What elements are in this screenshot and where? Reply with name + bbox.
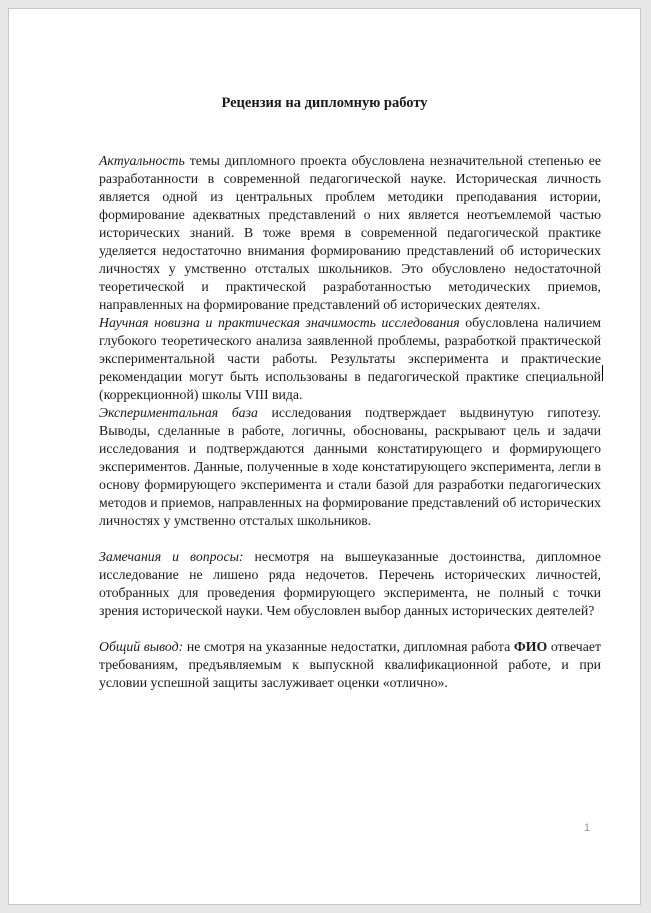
text-cursor bbox=[602, 365, 603, 381]
document-page bbox=[8, 8, 641, 905]
paragraph-experimental-base bbox=[99, 404, 601, 530]
page-number: 1 bbox=[584, 822, 591, 834]
paragraph-conclusion-text-before: не смотря на указанные недостатки, дипломная работа bbox=[183, 639, 514, 654]
document-title: Рецензия на дипломную работу bbox=[221, 95, 428, 111]
paragraph-experimental-base-text: исследования подтверждает выдвинутую гипотезу. Выводы, сделанные в работе, логичны, обоснованы, раскрывают цель и задачи исследования и подтверждаются данными констатирующего и формирующего экспериментов. Данные, полученные в ходе констатирующего эксперимента, легли в основу формирующего эксперимента и стали базой для разработки педагогических методов и приемов, направленных на формирование представлений об исторических личностях у умственно отсталых школьников. bbox=[99, 405, 602, 528]
paragraph-conclusion bbox=[99, 638, 601, 692]
paragraph-relevance-lead: Актуальность bbox=[99, 153, 185, 168]
document-body[interactable] bbox=[99, 152, 601, 692]
paragraph-novelty-lead: Научная новизна и практическая значимость исследования bbox=[99, 315, 460, 330]
author-name: ФИО bbox=[513, 639, 548, 654]
paragraph-novelty-text: обусловлена наличием глубокого теоретического анализа заявленной проблемы, разработкой практической экспериментальной части работы. Результаты эксперимента и практические рекомендации могут быть использованы в педагогической практике специальной (коррекционной) школы VIII вида. bbox=[99, 315, 601, 402]
paragraph-relevance-text: темы дипломного проекта обусловлена незначительной степенью ее разработанности в современной педагогической науке. Историческая личность является одной из центральных проблем методики преподавания истории, формирование адекватных представлений о них является неотъемлемой частью исторических знаний. В тоже время в современной педагогической практике уделяется недостаточно внимания формированию представлений об исторических личностях у умственно отсталых школьников. Это обусловлено недостаточной теоретической и практической разработанностью методических приемов, направленных на формирование представлений об исторических деятелях. bbox=[99, 153, 601, 312]
paragraph-novelty bbox=[99, 314, 601, 404]
paragraph-conclusion-lead: Общий вывод: bbox=[99, 639, 184, 654]
paragraph-remarks-text: несмотря на вышеуказанные достоинства, дипломное исследование не лишено ряда недочетов. Перечень исторических личностей, отобранных для проведения формирующего эксперимента, не полный с точки зрения исторической науки. Чем обусловлен выбор данных исторических деятелей? bbox=[99, 549, 601, 618]
paragraph-remarks-lead: Замечания и вопросы: bbox=[99, 549, 244, 564]
paragraph-remarks bbox=[99, 548, 601, 620]
paragraph-relevance bbox=[99, 152, 601, 314]
paragraph-conclusion-text-after: отвечает требованиям, предъявляемым к выпускной квалификационной работе, и при условии успешной защиты заслуживает оценки «отлично». bbox=[99, 639, 602, 690]
paragraph-experimental-base-lead: Экспериментальная база bbox=[99, 405, 258, 420]
